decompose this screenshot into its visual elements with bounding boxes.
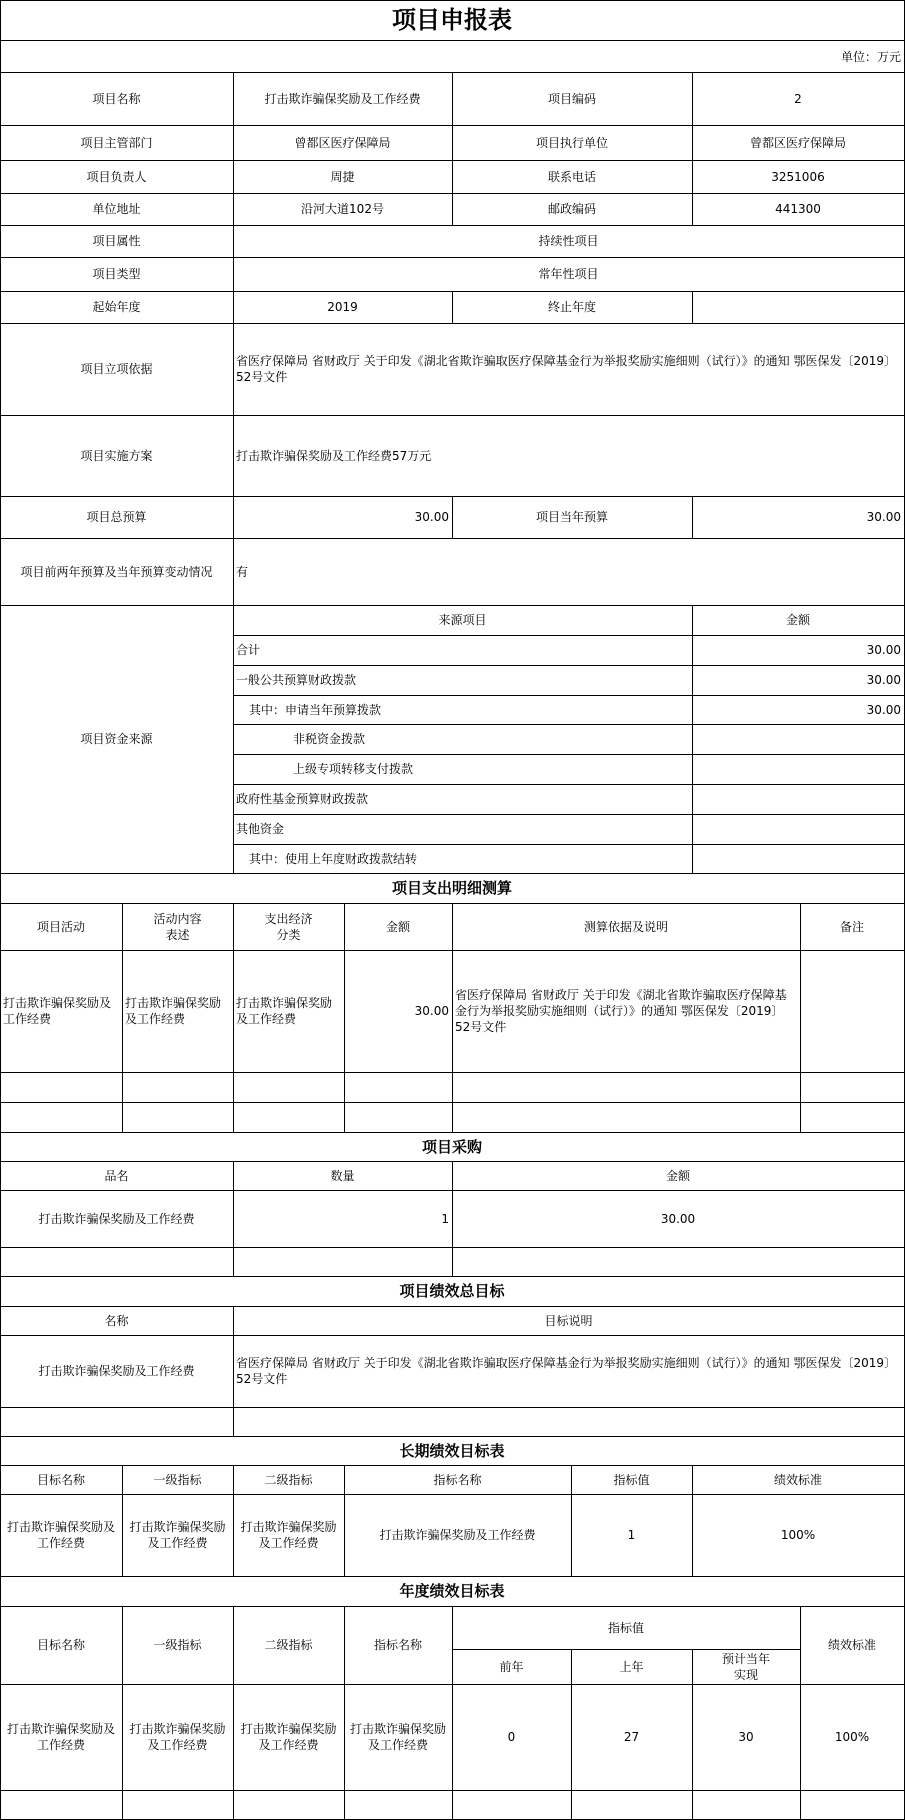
longterm-cell: 打击欺诈骗保奖励及工作经费 (233, 1494, 345, 1577)
annual-subheader: 前年 (452, 1649, 572, 1685)
annual-empty-cell (692, 1790, 801, 1820)
annual-empty-cell (452, 1790, 572, 1820)
expense-empty-cell (344, 1102, 453, 1133)
annual-header: 指标值 (452, 1606, 801, 1650)
info-value-exec: 曾都区医疗保障局 (692, 125, 905, 161)
info-value-zip: 441300 (692, 193, 905, 226)
info-value-type: 常年性项目 (233, 257, 905, 292)
info-label-addr: 单位地址 (0, 193, 234, 226)
info-value-code: 2 (692, 72, 905, 126)
info-label-change: 项目前两年预算及当年预算变动情况 (0, 538, 234, 606)
funding-row-name: 一般公共预算财政拨款 (233, 665, 693, 696)
expense-empty-cell (122, 1102, 234, 1133)
purchase-header: 数量 (233, 1161, 453, 1191)
funding-row-amount: 30.00 (692, 695, 905, 725)
longterm-cell: 1 (571, 1494, 693, 1577)
goal-cell: 打击欺诈骗保奖励及工作经费 (0, 1335, 234, 1408)
expense-empty-cell (800, 1102, 905, 1133)
info-label-code: 项目编码 (452, 72, 693, 126)
longterm-cell: 打击欺诈骗保奖励及工作经费 (344, 1494, 572, 1577)
expense-empty-cell (0, 1102, 123, 1133)
expense-cell: 打击欺诈骗保奖励及工作经费 (0, 950, 123, 1073)
info-label-phone: 联系电话 (452, 160, 693, 194)
funding-row-name: 合计 (233, 635, 693, 666)
funding-header-amount: 金额 (692, 605, 905, 636)
purchase-cell: 1 (233, 1190, 453, 1248)
goal-empty-cell (0, 1407, 234, 1437)
annual-cell: 打击欺诈骗保奖励及工作经费 (233, 1684, 345, 1791)
longterm-cell: 打击欺诈骗保奖励及工作经费 (122, 1494, 234, 1577)
purchase-empty-cell (0, 1247, 234, 1277)
funding-row-amount (692, 754, 905, 785)
funding-row-amount: 30.00 (692, 665, 905, 696)
longterm-header: 指标值 (571, 1465, 693, 1495)
info-value-end (692, 291, 905, 324)
annual-cell: 30 (692, 1684, 801, 1791)
longterm-title: 长期绩效目标表 (0, 1436, 905, 1466)
funding-row-amount (692, 844, 905, 874)
longterm-header: 一级指标 (122, 1465, 234, 1495)
funding-row-name: 其中：申请当年预算拨款 (233, 695, 693, 725)
purchase-empty-cell (452, 1247, 905, 1277)
expense-cell: 30.00 (344, 950, 453, 1073)
annual-empty-cell (0, 1790, 123, 1820)
funding-label: 项目资金来源 (0, 605, 234, 874)
info-value-phone: 3251006 (692, 160, 905, 194)
longterm-cell: 100% (692, 1494, 905, 1577)
info-label-basis: 项目立项依据 (0, 323, 234, 416)
expense-cell: 省医疗保障局 省财政厅 关于印发《湖北省欺诈骗取医疗保障基金行为举报奖励实施细则（试行）》的通知 鄂医保发〔2019〕52号文件 (452, 950, 801, 1073)
info-value-attr: 持续性项目 (233, 225, 905, 258)
expense-header: 备注 (800, 903, 905, 951)
annual-cell: 打击欺诈骗保奖励及工作经费 (122, 1684, 234, 1791)
funding-row-amount (692, 814, 905, 845)
info-label-type: 项目类型 (0, 257, 234, 292)
purchase-cell: 30.00 (452, 1190, 905, 1248)
funding-row-name: 其他资金 (233, 814, 693, 845)
funding-row-amount: 30.00 (692, 635, 905, 666)
annual-empty-cell (122, 1790, 234, 1820)
info-value-total: 30.00 (233, 496, 453, 539)
unit-label: 单位：万元 (0, 41, 905, 73)
funding-row-name: 上级专项转移支付拨款 (233, 754, 693, 785)
info-label-leader: 项目负责人 (0, 160, 234, 194)
info-value-dept: 曾都区医疗保障局 (233, 125, 453, 161)
annual-empty-cell (800, 1790, 905, 1820)
info-label-start: 起始年度 (0, 291, 234, 324)
expense-empty-cell (0, 1072, 123, 1103)
annual-cell: 100% (800, 1684, 905, 1791)
expense-cell: 打击欺诈骗保奖励及工作经费 (233, 950, 345, 1073)
info-label-attr: 项目属性 (0, 225, 234, 258)
annual-empty-cell (571, 1790, 693, 1820)
annual-header: 指标名称 (344, 1606, 453, 1685)
info-value-addr: 沿河大道102号 (233, 193, 453, 226)
goal-cell: 省医疗保障局 省财政厅 关于印发《湖北省欺诈骗取医疗保障基金行为举报奖励实施细则（试行）》的通知 鄂医保发〔2019〕52号文件 (233, 1335, 905, 1408)
annual-subheader: 预计当年 实现 (692, 1649, 801, 1685)
expense-cell (800, 950, 905, 1073)
goal-empty-cell (233, 1407, 905, 1437)
page-title: 项目申报表 (0, 0, 905, 41)
info-label-dept: 项目主管部门 (0, 125, 234, 161)
annual-header: 二级指标 (233, 1606, 345, 1685)
expense-empty-cell (233, 1102, 345, 1133)
info-label-zip: 邮政编码 (452, 193, 693, 226)
longterm-header: 绩效标准 (692, 1465, 905, 1495)
info-value-basis: 省医疗保障局 省财政厅 关于印发《湖北省欺诈骗取医疗保障基金行为举报奖励实施细则（试行）》的通知 鄂医保发〔2019〕52号文件 (233, 323, 905, 416)
expense-empty-cell (800, 1072, 905, 1103)
purchase-header: 金额 (452, 1161, 905, 1191)
info-value-leader: 周捷 (233, 160, 453, 194)
longterm-header: 指标名称 (344, 1465, 572, 1495)
funding-row-name: 政府性基金预算财政拨款 (233, 784, 693, 815)
expense-empty-cell (344, 1072, 453, 1103)
info-label-name: 项目名称 (0, 72, 234, 126)
funding-row-name: 其中：使用上年度财政拨款结转 (233, 844, 693, 874)
purchase-empty-cell (233, 1247, 453, 1277)
expense-header: 项目活动 (0, 903, 123, 951)
expense-empty-cell (233, 1072, 345, 1103)
funding-header-source: 来源项目 (233, 605, 693, 636)
annual-header: 绩效标准 (800, 1606, 905, 1685)
expense-header: 测算依据及说明 (452, 903, 801, 951)
info-label-total: 项目总预算 (0, 496, 234, 539)
purchase-title: 项目采购 (0, 1132, 905, 1162)
annual-cell: 打击欺诈骗保奖励及工作经费 (0, 1684, 123, 1791)
goal-header: 目标说明 (233, 1306, 905, 1336)
annual-cell: 27 (571, 1684, 693, 1791)
purchase-cell: 打击欺诈骗保奖励及工作经费 (0, 1190, 234, 1248)
info-value-name: 打击欺诈骗保奖励及工作经费 (233, 72, 453, 126)
expense-header: 支出经济 分类 (233, 903, 345, 951)
longterm-cell: 打击欺诈骗保奖励及工作经费 (0, 1494, 123, 1577)
annual-header: 一级指标 (122, 1606, 234, 1685)
goal-header: 名称 (0, 1306, 234, 1336)
info-label-year-budget: 项目当年预算 (452, 496, 693, 539)
info-label-exec: 项目执行单位 (452, 125, 693, 161)
annual-subheader: 上年 (571, 1649, 693, 1685)
annual-empty-cell (344, 1790, 453, 1820)
goal-title: 项目绩效总目标 (0, 1276, 905, 1307)
annual-cell: 打击欺诈骗保奖励及工作经费 (344, 1684, 453, 1791)
annual-cell: 0 (452, 1684, 572, 1791)
info-value-year-budget: 30.00 (692, 496, 905, 539)
funding-row-amount (692, 784, 905, 815)
expense-empty-cell (452, 1102, 801, 1133)
annual-empty-cell (233, 1790, 345, 1820)
expense-header: 活动内容 表述 (122, 903, 234, 951)
info-value-change: 有 (233, 538, 905, 606)
annual-title: 年度绩效目标表 (0, 1576, 905, 1607)
info-value-start: 2019 (233, 291, 453, 324)
annual-header: 目标名称 (0, 1606, 123, 1685)
info-label-plan: 项目实施方案 (0, 415, 234, 497)
expense-empty-cell (122, 1072, 234, 1103)
expense-header: 金额 (344, 903, 453, 951)
expense-title: 项目支出明细测算 (0, 873, 905, 904)
info-value-plan: 打击欺诈骗保奖励及工作经费57万元 (233, 415, 905, 497)
longterm-header: 二级指标 (233, 1465, 345, 1495)
info-label-end: 终止年度 (452, 291, 693, 324)
purchase-header: 品名 (0, 1161, 234, 1191)
funding-row-amount (692, 724, 905, 755)
funding-row-name: 非税资金拨款 (233, 724, 693, 755)
longterm-header: 目标名称 (0, 1465, 123, 1495)
expense-cell: 打击欺诈骗保奖励及工作经费 (122, 950, 234, 1073)
expense-empty-cell (452, 1072, 801, 1103)
